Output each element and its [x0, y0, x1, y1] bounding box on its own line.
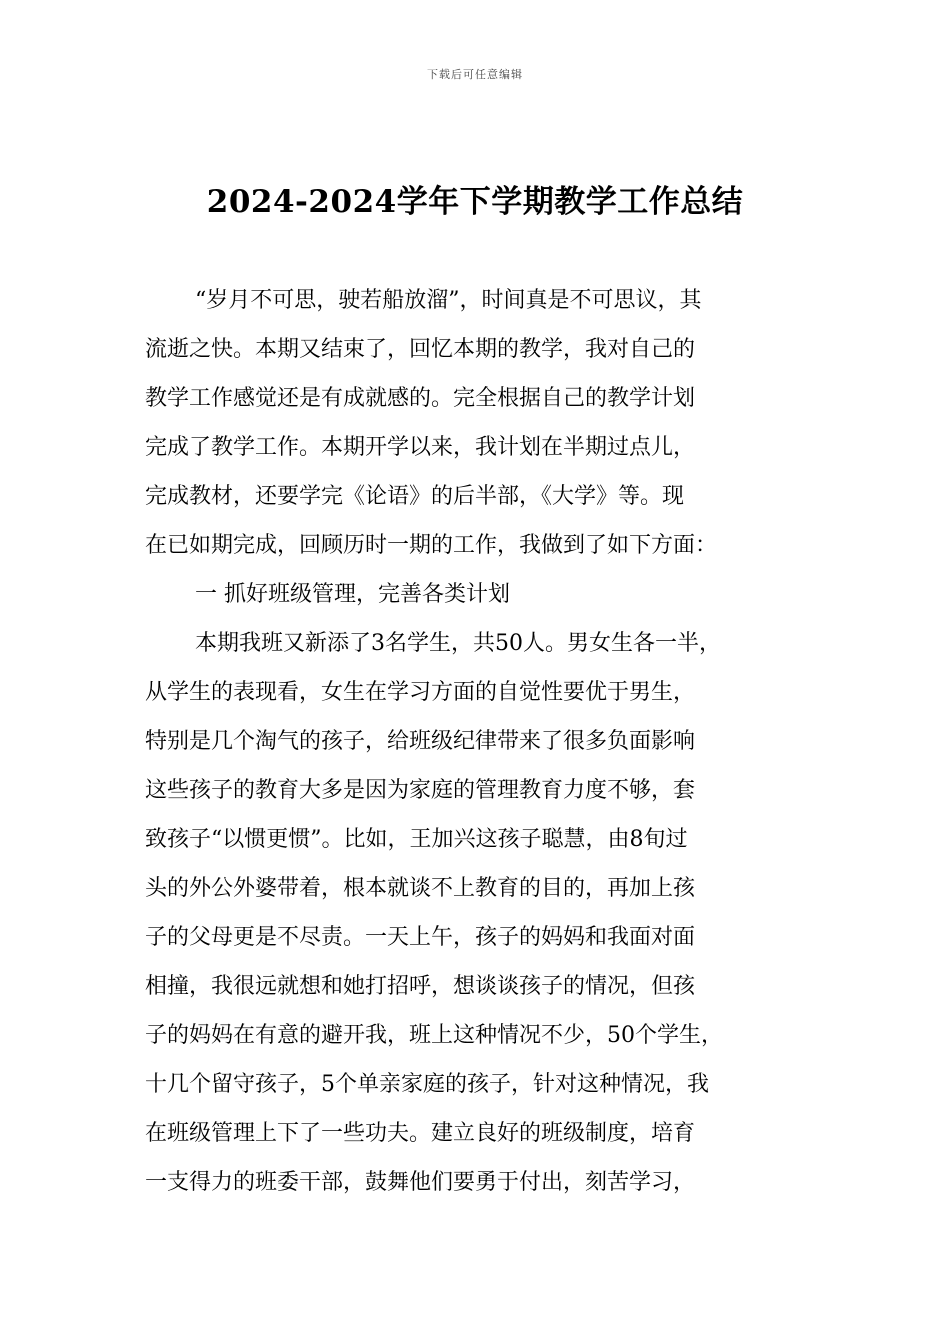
text-line: 从学生的表现看，女生在学习方面的自觉性要优于男生， [145, 680, 696, 705]
text-line: 致孩子“以惯更惯”。比如，王加兴这孩子聪慧，由8旬过 [145, 827, 688, 852]
document-title: 2024-2024学年下学期教学工作总结 [206, 184, 744, 220]
text-line: 在班级管理上下了一些功夫。建立良好的班级制度，培育 [145, 1121, 696, 1146]
text-line: 一 抓好班级管理，完善各类计划 [195, 582, 510, 607]
text-line: 完成了教学工作。本期开学以来，我计划在半期过点儿， [145, 435, 696, 460]
text-line: 流逝之快。本期又结束了，回忆本期的教学，我对自己的 [145, 337, 696, 362]
text-line: 教学工作感觉还是有成就感的。完全根据自己的教学计划 [145, 386, 696, 411]
text-line: 本期我班又新添了3名学生，共50人。男女生各一半， [195, 631, 721, 656]
text-line: 子的妈妈在有意的避开我，班上这种情况不少，50个学生， [145, 1023, 723, 1048]
text-line: 头的外公外婆带着，根本就谈不上教育的目的，再加上孩 [145, 876, 696, 901]
text-line: 相撞，我很远就想和她打招呼，想谈谈孩子的情况，但孩 [145, 974, 696, 999]
text-line: 特别是几个淘气的孩子，给班级纪律带来了很多负面影响 [145, 729, 696, 754]
text-line: 完成教材，还要学完《论语》的后半部，《大学》等。现 [145, 484, 685, 509]
text-line: 在已如期完成，回顾历时一期的工作，我做到了如下方面： [145, 533, 718, 558]
header-note: 下载后可任意编辑 [427, 68, 523, 81]
text-line: “岁月不可思，驶若船放溜”，时间真是不可思议，其 [195, 288, 702, 313]
body-text [145, 276, 810, 1207]
text-line: 子的父母更是不尽责。一天上午，孩子的妈妈和我面对面 [145, 925, 696, 950]
text-line: 这些孩子的教育大多是因为家庭的管理教育力度不够，套 [145, 778, 696, 803]
text-line: 一支得力的班委干部，鼓舞他们要勇于付出，刻苦学习， [145, 1170, 696, 1195]
text-line: 十几个留守孩子，5个单亲家庭的孩子，针对这种情况，我 [145, 1072, 709, 1097]
